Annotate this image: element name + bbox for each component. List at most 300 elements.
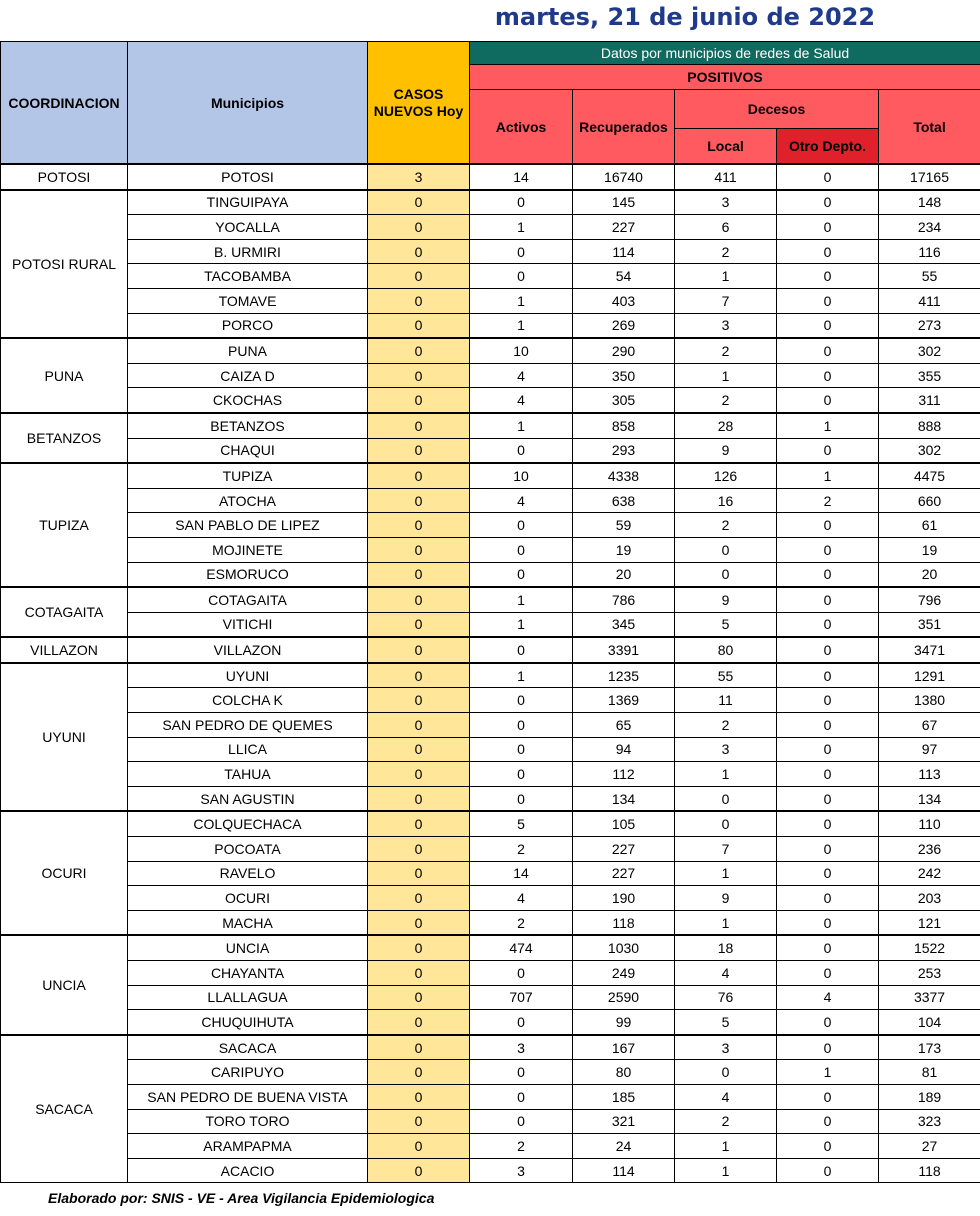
- casos-nuevos-cell: 0: [368, 612, 470, 637]
- activos-cell: 0: [470, 1109, 573, 1134]
- total-cell: 148: [879, 190, 980, 215]
- decesos-otro-depto-cell: 0: [777, 164, 879, 190]
- decesos-otro-depto-cell: 0: [777, 1010, 879, 1035]
- header-total: Total: [879, 90, 980, 165]
- decesos-otro-depto-cell: 1: [777, 413, 879, 438]
- municipio-cell: OCURI: [128, 886, 368, 911]
- table-row: [1, 190, 980, 215]
- total-cell: 3377: [879, 985, 980, 1010]
- decesos-otro-depto-cell: 0: [777, 264, 879, 289]
- total-cell: 116: [879, 239, 980, 264]
- decesos-local-cell: 0: [675, 537, 777, 562]
- table-row: [1, 762, 980, 787]
- decesos-local-cell: 9: [675, 438, 777, 463]
- decesos-otro-depto-cell: 4: [777, 985, 879, 1010]
- activos-cell: 0: [470, 713, 573, 738]
- recuperados-cell: 134: [573, 786, 675, 811]
- decesos-local-cell: 0: [675, 786, 777, 811]
- casos-nuevos-cell: 0: [368, 1109, 470, 1134]
- recuperados-cell: 1369: [573, 688, 675, 713]
- municipio-cell: ESMORUCO: [128, 562, 368, 587]
- decesos-otro-depto-cell: 0: [777, 1134, 879, 1159]
- casos-nuevos-cell: 0: [368, 811, 470, 836]
- casos-nuevos-cell: 0: [368, 413, 470, 438]
- activos-cell: 3: [470, 1158, 573, 1183]
- decesos-otro-depto-cell: 0: [777, 388, 879, 413]
- casos-nuevos-cell: 0: [368, 1010, 470, 1035]
- recuperados-cell: 2590: [573, 985, 675, 1010]
- header-activos: Activos: [470, 90, 573, 165]
- municipio-cell: SAN PEDRO DE QUEMES: [128, 713, 368, 738]
- table-row: [1, 786, 980, 811]
- table-row: [1, 1060, 980, 1085]
- municipio-cell: ARAMPAPMA: [128, 1134, 368, 1159]
- decesos-otro-depto-cell: 0: [777, 1035, 879, 1060]
- municipio-cell: SAN PABLO DE LIPEZ: [128, 513, 368, 538]
- table-row: [1, 886, 980, 911]
- table-row: [1, 1134, 980, 1159]
- municipio-cell: UYUNI: [128, 663, 368, 688]
- activos-cell: 0: [470, 688, 573, 713]
- total-cell: 234: [879, 215, 980, 240]
- recuperados-cell: 190: [573, 886, 675, 911]
- decesos-local-cell: 9: [675, 886, 777, 911]
- total-cell: 55: [879, 264, 980, 289]
- municipio-cell: MOJINETE: [128, 537, 368, 562]
- municipio-cell: CKOCHAS: [128, 388, 368, 413]
- decesos-otro-depto-cell: 0: [777, 438, 879, 463]
- municipio-cell: COLQUECHACA: [128, 811, 368, 836]
- casos-nuevos-cell: 0: [368, 637, 470, 663]
- casos-nuevos-cell: 0: [368, 488, 470, 513]
- decesos-local-cell: 28: [675, 413, 777, 438]
- decesos-otro-depto-cell: 0: [777, 239, 879, 264]
- activos-cell: 0: [470, 239, 573, 264]
- total-cell: 1291: [879, 663, 980, 688]
- total-cell: 273: [879, 313, 980, 338]
- municipio-cell: SAN PEDRO DE BUENA VISTA: [128, 1084, 368, 1109]
- decesos-otro-depto-cell: 0: [777, 961, 879, 986]
- recuperados-cell: 105: [573, 811, 675, 836]
- casos-nuevos-cell: 0: [368, 1084, 470, 1109]
- casos-nuevos-cell: 0: [368, 837, 470, 862]
- activos-cell: 2: [470, 910, 573, 935]
- casos-nuevos-cell: 0: [368, 910, 470, 935]
- municipio-cell: POTOSI: [128, 164, 368, 190]
- decesos-otro-depto-cell: 0: [777, 688, 879, 713]
- casos-nuevos-cell: 0: [368, 338, 470, 363]
- casos-nuevos-cell: 0: [368, 587, 470, 612]
- recuperados-cell: 167: [573, 1035, 675, 1060]
- municipio-cell: COTAGAITA: [128, 587, 368, 612]
- total-cell: 17165: [879, 164, 980, 190]
- recuperados-cell: 20: [573, 562, 675, 587]
- total-cell: 61: [879, 513, 980, 538]
- table-row: [1, 713, 980, 738]
- municipio-cell: COLCHA K: [128, 688, 368, 713]
- municipio-cell: ATOCHA: [128, 488, 368, 513]
- casos-nuevos-cell: 0: [368, 438, 470, 463]
- table-row: [1, 488, 980, 513]
- recuperados-cell: 118: [573, 910, 675, 935]
- decesos-local-cell: 11: [675, 688, 777, 713]
- municipio-cell: ACACIO: [128, 1158, 368, 1183]
- decesos-local-cell: 2: [675, 1109, 777, 1134]
- municipio-cell: TINGUIPAYA: [128, 190, 368, 215]
- activos-cell: 1: [470, 587, 573, 612]
- activos-cell: 4: [470, 363, 573, 388]
- casos-nuevos-cell: 0: [368, 388, 470, 413]
- recuperados-cell: 4338: [573, 463, 675, 488]
- activos-cell: 1: [470, 413, 573, 438]
- table-row: [1, 612, 980, 637]
- table-row: [1, 313, 980, 338]
- recuperados-cell: 24: [573, 1134, 675, 1159]
- footer-credit: Elaborado por: SNIS - VE - Area Vigilancia Epidemiologica: [48, 1190, 435, 1206]
- activos-cell: 10: [470, 463, 573, 488]
- table-row: [1, 688, 980, 713]
- coordinacion-cell: SACACA: [1, 1035, 128, 1183]
- table-row: [1, 239, 980, 264]
- table-row: [1, 961, 980, 986]
- total-cell: 118: [879, 1158, 980, 1183]
- municipio-cell: CHAQUI: [128, 438, 368, 463]
- coordinacion-cell: TUPIZA: [1, 463, 128, 587]
- casos-nuevos-cell: 0: [368, 663, 470, 688]
- activos-cell: 1: [470, 663, 573, 688]
- decesos-local-cell: 0: [675, 562, 777, 587]
- total-cell: 351: [879, 612, 980, 637]
- decesos-local-cell: 4: [675, 1084, 777, 1109]
- table-row: [1, 587, 980, 612]
- decesos-local-cell: 7: [675, 837, 777, 862]
- total-cell: 411: [879, 288, 980, 313]
- casos-nuevos-cell: 0: [368, 762, 470, 787]
- table-row: [1, 264, 980, 289]
- total-cell: 20: [879, 562, 980, 587]
- activos-cell: 0: [470, 637, 573, 663]
- municipio-cell: SAN AGUSTIN: [128, 786, 368, 811]
- activos-cell: 2: [470, 837, 573, 862]
- header-recuperados: Recuperados: [573, 90, 675, 165]
- table-row: [1, 388, 980, 413]
- activos-cell: 0: [470, 562, 573, 587]
- table-row: [1, 985, 980, 1010]
- casos-nuevos-cell: 0: [368, 786, 470, 811]
- decesos-otro-depto-cell: 0: [777, 663, 879, 688]
- casos-nuevos-cell: 0: [368, 1134, 470, 1159]
- decesos-local-cell: 3: [675, 737, 777, 762]
- recuperados-cell: 114: [573, 1158, 675, 1183]
- coordinacion-cell: BETANZOS: [1, 413, 128, 463]
- total-cell: 4475: [879, 463, 980, 488]
- decesos-otro-depto-cell: 0: [777, 288, 879, 313]
- recuperados-cell: 305: [573, 388, 675, 413]
- activos-cell: 474: [470, 935, 573, 960]
- casos-nuevos-cell: 0: [368, 1060, 470, 1085]
- recuperados-cell: 269: [573, 313, 675, 338]
- activos-cell: 14: [470, 861, 573, 886]
- recuperados-cell: 65: [573, 713, 675, 738]
- municipio-cell: MACHA: [128, 910, 368, 935]
- decesos-otro-depto-cell: 0: [777, 786, 879, 811]
- activos-cell: 4: [470, 488, 573, 513]
- header-casos-nuevos: CASOS NUEVOS Hoy: [368, 42, 470, 165]
- decesos-otro-depto-cell: 0: [777, 338, 879, 363]
- total-cell: 81: [879, 1060, 980, 1085]
- activos-cell: 10: [470, 338, 573, 363]
- municipio-cell: LLALLAGUA: [128, 985, 368, 1010]
- table-row: [1, 1158, 980, 1183]
- covid-municipal-table: [0, 41, 980, 1183]
- municipio-cell: VITICHI: [128, 612, 368, 637]
- total-cell: 3471: [879, 637, 980, 663]
- table-row: [1, 288, 980, 313]
- municipio-cell: TORO TORO: [128, 1109, 368, 1134]
- recuperados-cell: 350: [573, 363, 675, 388]
- decesos-otro-depto-cell: 0: [777, 762, 879, 787]
- activos-cell: 0: [470, 190, 573, 215]
- total-cell: 253: [879, 961, 980, 986]
- decesos-local-cell: 126: [675, 463, 777, 488]
- total-cell: 1380: [879, 688, 980, 713]
- municipio-cell: PUNA: [128, 338, 368, 363]
- coordinacion-cell: UYUNI: [1, 663, 128, 812]
- table-body: [1, 164, 980, 1183]
- decesos-local-cell: 1: [675, 910, 777, 935]
- decesos-otro-depto-cell: 0: [777, 910, 879, 935]
- recuperados-cell: 321: [573, 1109, 675, 1134]
- decesos-local-cell: 6: [675, 215, 777, 240]
- activos-cell: 3: [470, 1035, 573, 1060]
- decesos-local-cell: 0: [675, 811, 777, 836]
- decesos-otro-depto-cell: 0: [777, 637, 879, 663]
- recuperados-cell: 19: [573, 537, 675, 562]
- casos-nuevos-cell: 0: [368, 463, 470, 488]
- total-cell: 173: [879, 1035, 980, 1060]
- decesos-otro-depto-cell: 0: [777, 1158, 879, 1183]
- table-row: [1, 1109, 980, 1134]
- decesos-local-cell: 0: [675, 1060, 777, 1085]
- recuperados-cell: 858: [573, 413, 675, 438]
- decesos-otro-depto-cell: 0: [777, 587, 879, 612]
- header-coordinacion: COORDINACION: [1, 42, 128, 165]
- table-row: [1, 1084, 980, 1109]
- recuperados-cell: 786: [573, 587, 675, 612]
- recuperados-cell: 16740: [573, 164, 675, 190]
- decesos-local-cell: 55: [675, 663, 777, 688]
- total-cell: 113: [879, 762, 980, 787]
- recuperados-cell: 185: [573, 1084, 675, 1109]
- activos-cell: 0: [470, 513, 573, 538]
- decesos-otro-depto-cell: 0: [777, 537, 879, 562]
- decesos-otro-depto-cell: 0: [777, 886, 879, 911]
- decesos-otro-depto-cell: 0: [777, 1109, 879, 1134]
- casos-nuevos-cell: 0: [368, 288, 470, 313]
- table-row: [1, 562, 980, 587]
- activos-cell: 1: [470, 612, 573, 637]
- casos-nuevos-cell: 0: [368, 1158, 470, 1183]
- municipio-cell: CHUQUIHUTA: [128, 1010, 368, 1035]
- decesos-otro-depto-cell: 0: [777, 861, 879, 886]
- decesos-local-cell: 1: [675, 1134, 777, 1159]
- casos-nuevos-cell: 3: [368, 164, 470, 190]
- recuperados-cell: 227: [573, 837, 675, 862]
- decesos-local-cell: 3: [675, 313, 777, 338]
- table-row: [1, 1010, 980, 1035]
- casos-nuevos-cell: 0: [368, 363, 470, 388]
- coordinacion-cell: OCURI: [1, 811, 128, 935]
- table-row: [1, 811, 980, 836]
- total-cell: 104: [879, 1010, 980, 1035]
- table-row: [1, 935, 980, 960]
- municipio-cell: CARIPUYO: [128, 1060, 368, 1085]
- casos-nuevos-cell: 0: [368, 215, 470, 240]
- decesos-local-cell: 80: [675, 637, 777, 663]
- decesos-otro-depto-cell: 0: [777, 190, 879, 215]
- total-cell: 19: [879, 537, 980, 562]
- casos-nuevos-cell: 0: [368, 562, 470, 587]
- activos-cell: 5: [470, 811, 573, 836]
- municipio-cell: PORCO: [128, 313, 368, 338]
- recuperados-cell: 227: [573, 215, 675, 240]
- table-row: [1, 413, 980, 438]
- header-otro-depto: Otro Depto.: [777, 129, 879, 165]
- recuperados-cell: 112: [573, 762, 675, 787]
- decesos-local-cell: 5: [675, 1010, 777, 1035]
- municipio-cell: YOCALLA: [128, 215, 368, 240]
- decesos-otro-depto-cell: 0: [777, 215, 879, 240]
- table-row: [1, 537, 980, 562]
- total-cell: 302: [879, 438, 980, 463]
- decesos-otro-depto-cell: 0: [777, 811, 879, 836]
- activos-cell: 0: [470, 264, 573, 289]
- header-datos-municipios: Datos por municipios de redes de Salud: [470, 42, 980, 65]
- decesos-local-cell: 18: [675, 935, 777, 960]
- recuperados-cell: 1235: [573, 663, 675, 688]
- decesos-local-cell: 5: [675, 612, 777, 637]
- table-row: [1, 737, 980, 762]
- activos-cell: 4: [470, 388, 573, 413]
- table-row: [1, 1035, 980, 1060]
- coordinacion-cell: VILLAZON: [1, 637, 128, 663]
- municipio-cell: TUPIZA: [128, 463, 368, 488]
- total-cell: 189: [879, 1084, 980, 1109]
- activos-cell: 0: [470, 1084, 573, 1109]
- municipio-cell: RAVELO: [128, 861, 368, 886]
- decesos-otro-depto-cell: 0: [777, 513, 879, 538]
- table-row: [1, 363, 980, 388]
- activos-cell: 1: [470, 313, 573, 338]
- casos-nuevos-cell: 0: [368, 1035, 470, 1060]
- coordinacion-cell: POTOSI: [1, 164, 128, 190]
- casos-nuevos-cell: 0: [368, 961, 470, 986]
- activos-cell: 0: [470, 537, 573, 562]
- header-municipios: Municipios: [128, 42, 368, 165]
- table-row: [1, 164, 980, 190]
- recuperados-cell: 94: [573, 737, 675, 762]
- coordinacion-cell: COTAGAITA: [1, 587, 128, 637]
- activos-cell: 0: [470, 786, 573, 811]
- decesos-local-cell: 2: [675, 338, 777, 363]
- decesos-local-cell: 7: [675, 288, 777, 313]
- municipio-cell: LLICA: [128, 737, 368, 762]
- total-cell: 110: [879, 811, 980, 836]
- total-cell: 302: [879, 338, 980, 363]
- decesos-local-cell: 2: [675, 713, 777, 738]
- total-cell: 134: [879, 786, 980, 811]
- activos-cell: 707: [470, 985, 573, 1010]
- table-row: [1, 513, 980, 538]
- casos-nuevos-cell: 0: [368, 239, 470, 264]
- decesos-otro-depto-cell: 0: [777, 363, 879, 388]
- coordinacion-cell: POTOSI RURAL: [1, 190, 128, 339]
- decesos-otro-depto-cell: 0: [777, 837, 879, 862]
- total-cell: 203: [879, 886, 980, 911]
- total-cell: 121: [879, 910, 980, 935]
- total-cell: 888: [879, 413, 980, 438]
- recuperados-cell: 1030: [573, 935, 675, 960]
- recuperados-cell: 59: [573, 513, 675, 538]
- municipio-cell: CAIZA D: [128, 363, 368, 388]
- municipio-cell: POCOATA: [128, 837, 368, 862]
- decesos-local-cell: 2: [675, 388, 777, 413]
- coordinacion-cell: PUNA: [1, 338, 128, 413]
- decesos-otro-depto-cell: 0: [777, 313, 879, 338]
- activos-cell: 1: [470, 215, 573, 240]
- municipio-cell: TOMAVE: [128, 288, 368, 313]
- casos-nuevos-cell: 0: [368, 985, 470, 1010]
- total-cell: 242: [879, 861, 980, 886]
- total-cell: 97: [879, 737, 980, 762]
- decesos-local-cell: 2: [675, 513, 777, 538]
- municipio-cell: TAHUA: [128, 762, 368, 787]
- recuperados-cell: 403: [573, 288, 675, 313]
- total-cell: 355: [879, 363, 980, 388]
- total-cell: 27: [879, 1134, 980, 1159]
- activos-cell: 2: [470, 1134, 573, 1159]
- decesos-local-cell: 2: [675, 239, 777, 264]
- municipio-cell: TACOBAMBA: [128, 264, 368, 289]
- table-row: [1, 837, 980, 862]
- municipio-cell: VILLAZON: [128, 637, 368, 663]
- decesos-local-cell: 76: [675, 985, 777, 1010]
- total-cell: 323: [879, 1109, 980, 1134]
- table-row: [1, 215, 980, 240]
- decesos-otro-depto-cell: 0: [777, 713, 879, 738]
- activos-cell: 0: [470, 438, 573, 463]
- decesos-local-cell: 3: [675, 190, 777, 215]
- total-cell: 1522: [879, 935, 980, 960]
- recuperados-cell: 80: [573, 1060, 675, 1085]
- casos-nuevos-cell: 0: [368, 737, 470, 762]
- table-row: [1, 338, 980, 363]
- decesos-otro-depto-cell: 0: [777, 935, 879, 960]
- recuperados-cell: 290: [573, 338, 675, 363]
- table-row: [1, 663, 980, 688]
- table-row: [1, 861, 980, 886]
- activos-cell: 1: [470, 288, 573, 313]
- report-date-title: martes, 21 de junio de 2022: [494, 3, 876, 31]
- decesos-local-cell: 16: [675, 488, 777, 513]
- header-positivos: POSITIVOS: [470, 65, 980, 90]
- decesos-otro-depto-cell: 1: [777, 463, 879, 488]
- recuperados-cell: 145: [573, 190, 675, 215]
- activos-cell: 0: [470, 1060, 573, 1085]
- activos-cell: 0: [470, 762, 573, 787]
- table-row: [1, 910, 980, 935]
- decesos-local-cell: 1: [675, 363, 777, 388]
